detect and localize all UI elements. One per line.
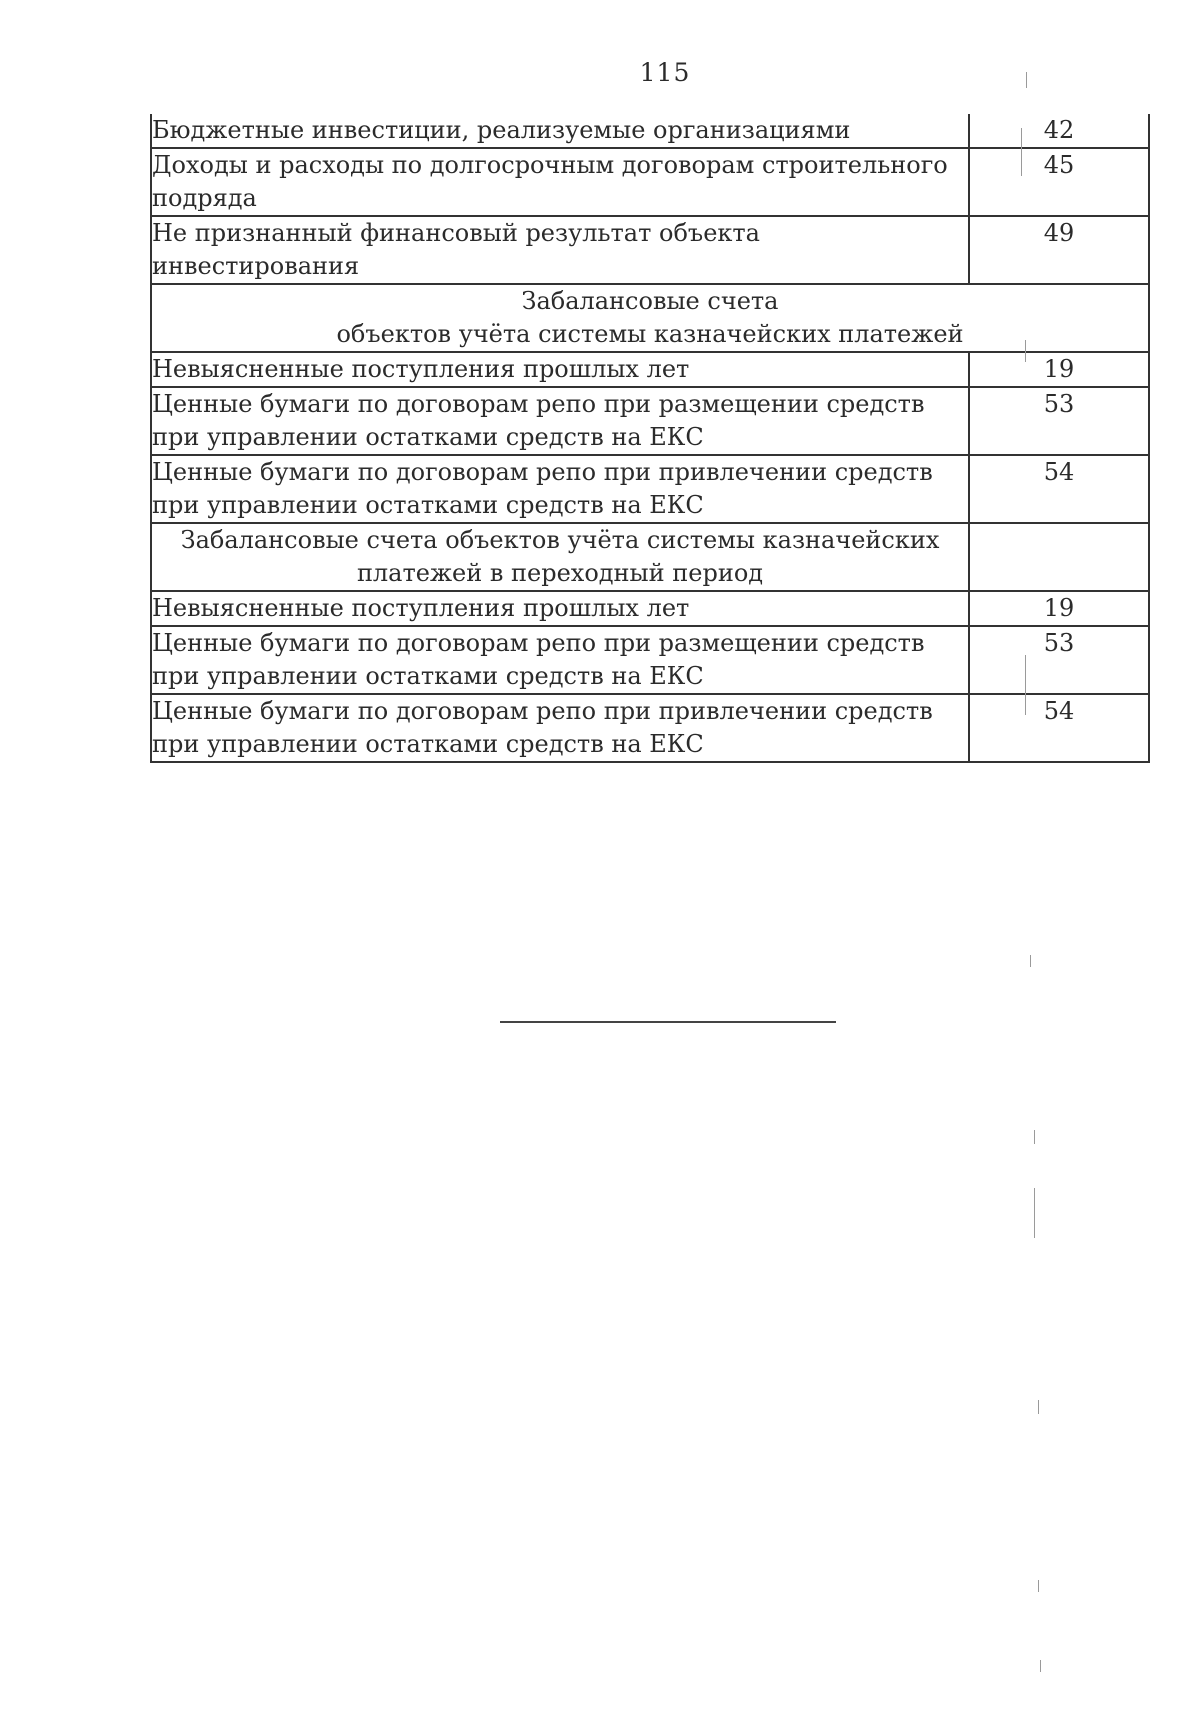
table-row — [151, 352, 1149, 387]
accounts-table — [150, 114, 1150, 763]
section-heading-line: объектов учёта системы казначейских платежей — [336, 320, 964, 348]
table-row — [151, 455, 1149, 523]
account-code: 42 — [969, 114, 1149, 148]
account-name: Ценные бумаги по договорам репо при привлечении средств при управлении остатками средств на ЕКС — [151, 694, 969, 762]
account-name: Невыясненные поступления прошлых лет — [151, 352, 969, 387]
page-number: 115 — [639, 58, 691, 87]
table-row — [151, 387, 1149, 455]
scan-artifact — [1025, 655, 1026, 715]
scan-artifact — [1034, 1130, 1035, 1144]
account-code: 49 — [969, 216, 1149, 284]
scan-artifact — [1034, 1188, 1035, 1238]
account-name: Ценные бумаги по договорам репо при привлечении средств при управлении остатками средств на ЕКС — [151, 455, 969, 523]
scan-artifact — [1021, 128, 1022, 176]
account-name: Бюджетные инвестиции, реализуемые организациями — [151, 114, 969, 148]
table-row — [151, 591, 1149, 626]
section-heading — [151, 523, 969, 591]
table-row — [151, 694, 1149, 762]
table-row — [151, 216, 1149, 284]
account-code: 53 — [969, 387, 1149, 455]
section-heading-line: Забалансовые счета объектов учёта системы казначейских — [180, 526, 940, 554]
scan-artifact — [1025, 340, 1026, 362]
account-name: Невыясненные поступления прошлых лет — [151, 591, 969, 626]
account-code: 19 — [969, 352, 1149, 387]
empty-code-cell — [969, 523, 1149, 591]
account-code: 19 — [969, 591, 1149, 626]
account-code: 45 — [969, 148, 1149, 216]
scan-artifact — [1038, 1580, 1039, 1592]
account-code: 54 — [969, 694, 1149, 762]
account-name: Доходы и расходы по долгосрочным договорам строительного подряда — [151, 148, 969, 216]
scan-artifact — [1026, 72, 1027, 88]
table-row — [151, 114, 1149, 148]
section-heading-line: Забалансовые счета — [521, 287, 779, 315]
table-row — [151, 148, 1149, 216]
scan-artifact — [1040, 1660, 1041, 1672]
table-row — [151, 626, 1149, 694]
section-heading — [151, 284, 1149, 352]
account-name: Не признанный финансовый результат объекта инвестирования — [151, 216, 969, 284]
account-name: Ценные бумаги по договорам репо при размещении средств при управлении остатками средств на ЕКС — [151, 626, 969, 694]
section-heading-row — [151, 284, 1149, 352]
scan-artifact — [1038, 1400, 1039, 1414]
end-rule — [500, 1021, 836, 1023]
section-heading-row — [151, 523, 1149, 591]
account-name: Ценные бумаги по договорам репо при размещении средств при управлении остатками средств на ЕКС — [151, 387, 969, 455]
account-code: 53 — [969, 626, 1149, 694]
scan-artifact — [1030, 955, 1031, 967]
section-heading-line: платежей в переходный период — [356, 559, 764, 587]
account-code: 54 — [969, 455, 1149, 523]
